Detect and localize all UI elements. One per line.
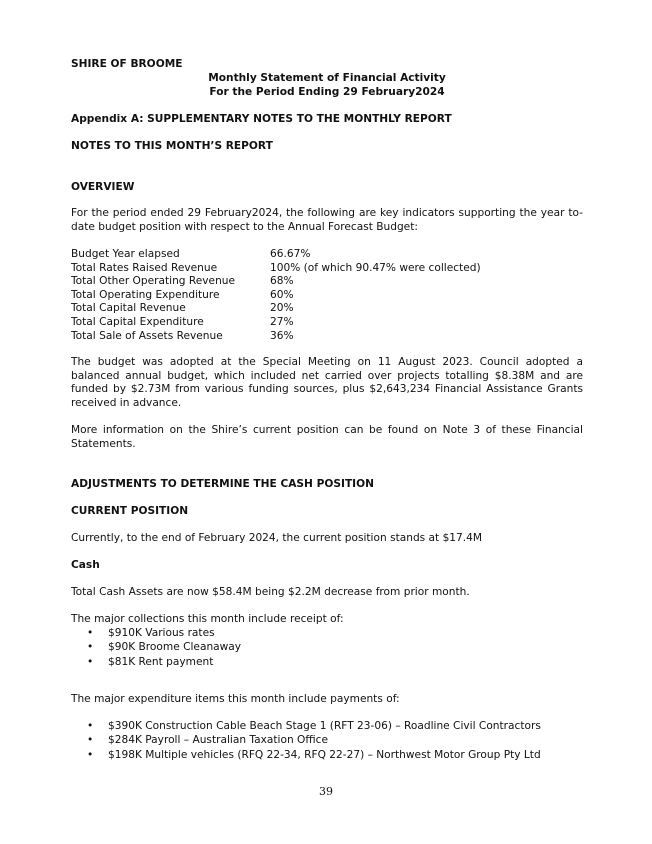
current-position-text: Currently, to the end of February 2024, the current position stands at $17.4M bbox=[71, 532, 483, 544]
expenditure-list bbox=[71, 720, 601, 763]
cash-total-text: Total Cash Assets are now $58.4M being $2.2M decrease from prior month. bbox=[71, 586, 470, 598]
list-item: • $90K Broome Cleanaway bbox=[71, 641, 241, 655]
collections-list bbox=[71, 627, 241, 670]
budget-paragraph: The budget was adopted at the Special Meeting on 11 August 2023. Council adopted a balanced annual budget, which included net carried over projects totalling $8.38M and are funded by $2.73M from various funding sources, plus $2,643,234 Financial Assistance Grants received in advance. bbox=[71, 356, 583, 409]
indicator-row bbox=[71, 289, 583, 303]
current-position-heading: CURRENT POSITION bbox=[71, 505, 189, 517]
indicator-row bbox=[71, 262, 583, 276]
indicator-row bbox=[71, 316, 583, 330]
appendix-heading: Appendix A: SUPPLEMENTARY NOTES TO THE MONTHLY REPORT bbox=[71, 113, 452, 125]
list-item: • $390K Construction Cable Beach Stage 1 (RFT 23-06) – Roadline Civil Contractors bbox=[71, 720, 601, 734]
indicator-value: 27% bbox=[270, 315, 294, 328]
expenditure-intro: The major expenditure items this month include payments of: bbox=[71, 693, 400, 705]
cash-heading: Cash bbox=[71, 559, 100, 571]
list-item: • $81K Rent payment bbox=[71, 656, 241, 670]
indicator-label: Total Other Operating Revenue bbox=[71, 275, 236, 288]
overview-intro: For the period ended 29 February2024, the following are key indicators supporting the year to-date budget position with respect to the Annual Forecast Budget: bbox=[71, 207, 583, 233]
indicator-list bbox=[71, 248, 583, 343]
overview-heading: OVERVIEW bbox=[71, 181, 135, 193]
indicator-value: 60% bbox=[270, 288, 294, 301]
indicator-value: 66.67% bbox=[270, 248, 311, 260]
indicator-label: Total Sale of Assets Revenue bbox=[71, 329, 223, 342]
page-number: 39 bbox=[319, 785, 333, 798]
more-info-paragraph: More information on the Shire’s current position can be found on Note 3 of these Financial Statements. bbox=[71, 424, 583, 450]
notes-heading: NOTES TO THIS MONTH’S REPORT bbox=[71, 140, 273, 152]
indicator-row bbox=[71, 248, 583, 262]
list-item: • $284K Payroll – Australian Taxation Office bbox=[71, 734, 601, 748]
indicator-value: 100% (of which 90.47% were collected) bbox=[270, 261, 481, 274]
list-item: • $198K Multiple vehicles (RFQ 22-34, RFQ 22-27) – Northwest Motor Group Pty Ltd bbox=[71, 749, 601, 763]
report-period: For the Period Ending 29 February2024 bbox=[209, 86, 445, 98]
indicator-value: 36% bbox=[270, 329, 294, 342]
report-title: Monthly Statement of Financial Activity bbox=[208, 72, 446, 84]
indicator-label: Total Rates Raised Revenue bbox=[71, 261, 218, 274]
indicator-value: 20% bbox=[270, 302, 294, 315]
indicator-label: Budget Year elapsed bbox=[71, 248, 180, 260]
list-item: • $910K Various rates bbox=[71, 627, 241, 641]
adjustments-heading: ADJUSTMENTS TO DETERMINE THE CASH POSITION bbox=[71, 478, 374, 490]
organisation-name: SHIRE OF BROOME bbox=[71, 58, 183, 70]
indicator-row bbox=[71, 302, 583, 316]
indicator-row bbox=[71, 330, 583, 344]
indicator-row bbox=[71, 275, 583, 289]
indicator-label: Total Capital Expenditure bbox=[71, 315, 204, 328]
collections-intro: The major collections this month include receipt of: bbox=[71, 613, 344, 625]
indicator-label: Total Operating Expenditure bbox=[71, 288, 220, 301]
indicator-label: Total Capital Revenue bbox=[71, 302, 186, 315]
indicator-value: 68% bbox=[270, 275, 294, 288]
